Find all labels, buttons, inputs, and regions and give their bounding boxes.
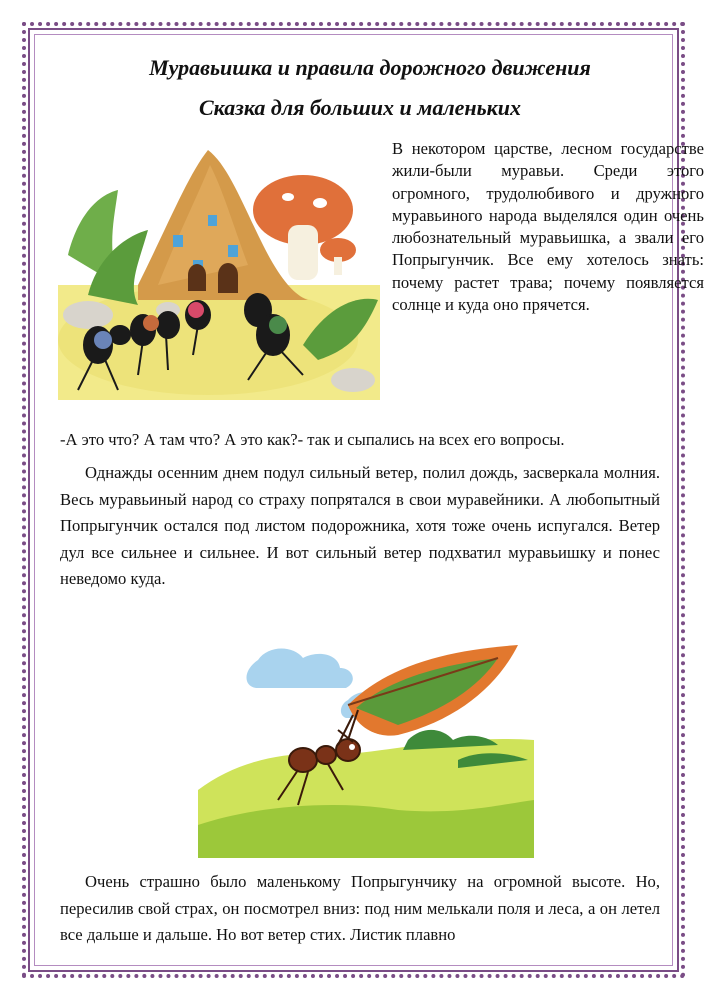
anthill-illustration	[58, 135, 380, 400]
intro-paragraph: В некотором царстве, лесном государстве жили-были муравьи. Среди этого огромного, трудолюбивого и дружного муравьиного народа выделялся один очень любознательный муравьишка, а звали его Попрыгунчик. Все ему хотелось знать: почему растет трава; почему появляется солнце и куда оно прячется.	[392, 139, 704, 315]
paragraph-questions: -А это что? А там что? А это как?- так и сыпались на всех его вопросы.	[60, 430, 565, 449]
page-title: Муравьишка и правила дорожного движения	[149, 55, 591, 80]
paragraph-storm: Однажды осенним днем подул сильный ветер, полил дождь, засверкала молния. Весь муравьиный народ со страху попрятался в свои муравейники. А любопытный Попрыгунчик остался под листом подорожника, хотя тоже очень испугался. Ветер дул все сильнее и сильнее. И вот сильный ветер подхватил муравьишку и понес неведомо куда.	[60, 463, 660, 589]
paragraph-flight: Очень страшно было маленькому Попрыгунчику на огромной высоте. Но, пересилив свой страх, он посмотрел вниз: под ним мелькали поля и леса, а он летел все дальше и дальше. Но вот ветер стих. Листик плавно	[60, 872, 660, 945]
flying-ant-illustration	[198, 640, 534, 858]
page-subtitle: Сказка для больших и маленьких	[198, 95, 522, 120]
